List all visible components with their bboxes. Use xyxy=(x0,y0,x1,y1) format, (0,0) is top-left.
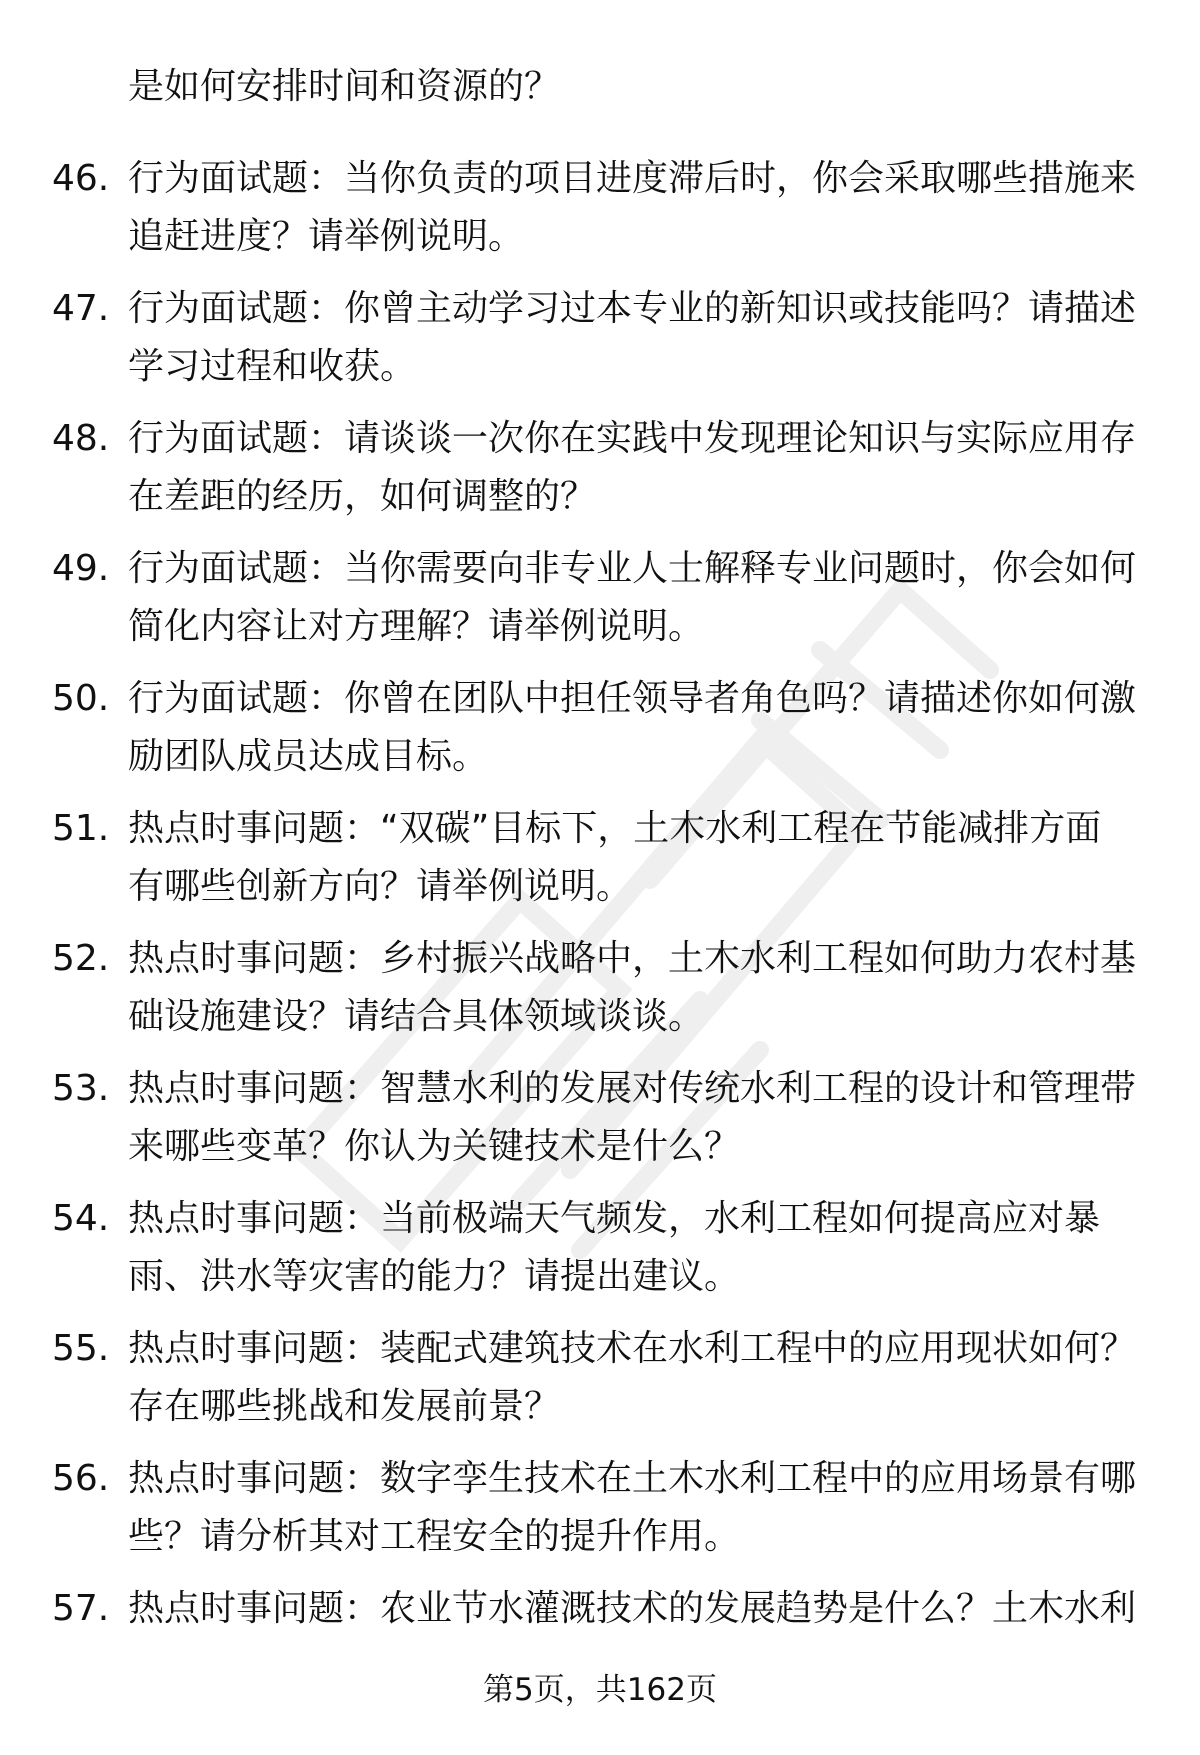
question-text xyxy=(128,540,1148,656)
question-text-line: 行为面试题：当你负责的项目进度滞后时，你会采取哪些措施来 xyxy=(128,158,1137,199)
question-text-line: 追赶进度？请举例说明。 xyxy=(128,216,525,257)
question-text xyxy=(128,1320,1148,1436)
question-number: 56. xyxy=(52,1458,110,1499)
question-text xyxy=(128,1190,1148,1306)
question-item xyxy=(0,1450,1200,1580)
question-text xyxy=(128,670,1148,786)
question-text-line: 存在哪些挑战和发展前景？ xyxy=(128,1386,561,1427)
question-number: 46. xyxy=(52,158,110,199)
question-item xyxy=(0,670,1200,800)
question-item xyxy=(0,150,1200,280)
question-text xyxy=(128,410,1148,526)
question-number: 55. xyxy=(52,1328,110,1369)
question-text xyxy=(128,1060,1148,1176)
question-text xyxy=(128,280,1148,396)
question-text-line: 行为面试题：你曾主动学习过本专业的新知识或技能吗？请描述 xyxy=(128,288,1137,329)
question-text xyxy=(128,930,1148,1046)
question-number: 49. xyxy=(52,548,110,589)
question-text-line: 行为面试题：你曾在团队中担任领导者角色吗？请描述你如何激 xyxy=(128,678,1137,719)
question-text-line: 简化内容让对方理解？请举例说明。 xyxy=(128,606,705,647)
question-item xyxy=(0,280,1200,410)
question-item xyxy=(0,930,1200,1060)
question-item xyxy=(0,410,1200,540)
question-list xyxy=(0,150,1200,1710)
question-text xyxy=(128,800,1148,916)
question-number: 57. xyxy=(52,1588,110,1629)
question-text-line: 热点时事问题：“双碳”目标下，土木水利工程在节能减排方面 xyxy=(128,808,1102,849)
question-text xyxy=(128,1580,1148,1638)
question-item xyxy=(0,800,1200,930)
question-text-line: 行为面试题：当你需要向非专业人士解释专业问题时，你会如何 xyxy=(128,548,1137,589)
question-text-line: 热点时事问题：当前极端天气频发，水利工程如何提高应对暴 xyxy=(128,1198,1101,1239)
question-number: 47. xyxy=(52,288,110,329)
question-text-line: 热点时事问题：数字孪生技术在土木水利工程中的应用场景有哪 xyxy=(128,1458,1137,1499)
question-text-line: 雨、洪水等灾害的能力？请提出建议。 xyxy=(128,1256,741,1297)
page-footer: 第5页，共162页 xyxy=(483,1672,717,1708)
question-number: 54. xyxy=(52,1198,110,1239)
question-text xyxy=(128,150,1148,266)
question-text-line: 学习过程和收获。 xyxy=(128,346,417,387)
question-number: 50. xyxy=(52,678,110,719)
question-item xyxy=(0,1060,1200,1190)
question-item xyxy=(0,540,1200,670)
question-text xyxy=(128,1450,1148,1566)
question-text-line: 热点时事问题：乡村振兴战略中，土木水利工程如何助力农村基 xyxy=(128,938,1137,979)
question-text-line: 在差距的经历，如何调整的？ xyxy=(128,476,597,517)
question-number: 48. xyxy=(52,418,110,459)
question-item xyxy=(0,1190,1200,1320)
question-text-line: 热点时事问题：智慧水利的发展对传统水利工程的设计和管理带 xyxy=(128,1068,1137,1109)
question-text-line: 热点时事问题：装配式建筑技术在水利工程中的应用现状如何？ xyxy=(128,1328,1137,1369)
question-text-line: 行为面试题：请谈谈一次你在实践中发现理论知识与实际应用存 xyxy=(128,418,1137,459)
question-number: 52. xyxy=(52,938,110,979)
question-text-line: 础设施建设？请结合具体领域谈谈。 xyxy=(128,996,705,1037)
question-text-line: 热点时事问题：农业节水灌溉技术的发展趋势是什么？土木水利 xyxy=(128,1588,1137,1629)
question-number: 51. xyxy=(52,808,110,849)
question-text-line: 些？请分析其对工程安全的提升作用。 xyxy=(128,1516,741,1557)
question-text-line: 有哪些创新方向？请举例说明。 xyxy=(128,866,633,907)
question-item xyxy=(0,1320,1200,1450)
question-text-line: 来哪些变革？你认为关键技术是什么？ xyxy=(128,1126,741,1167)
question-text-line: 励团队成员达成目标。 xyxy=(128,736,489,777)
question-number: 53. xyxy=(52,1068,110,1109)
continued-question-text: 是如何安排时间和资源的？ xyxy=(128,66,561,107)
